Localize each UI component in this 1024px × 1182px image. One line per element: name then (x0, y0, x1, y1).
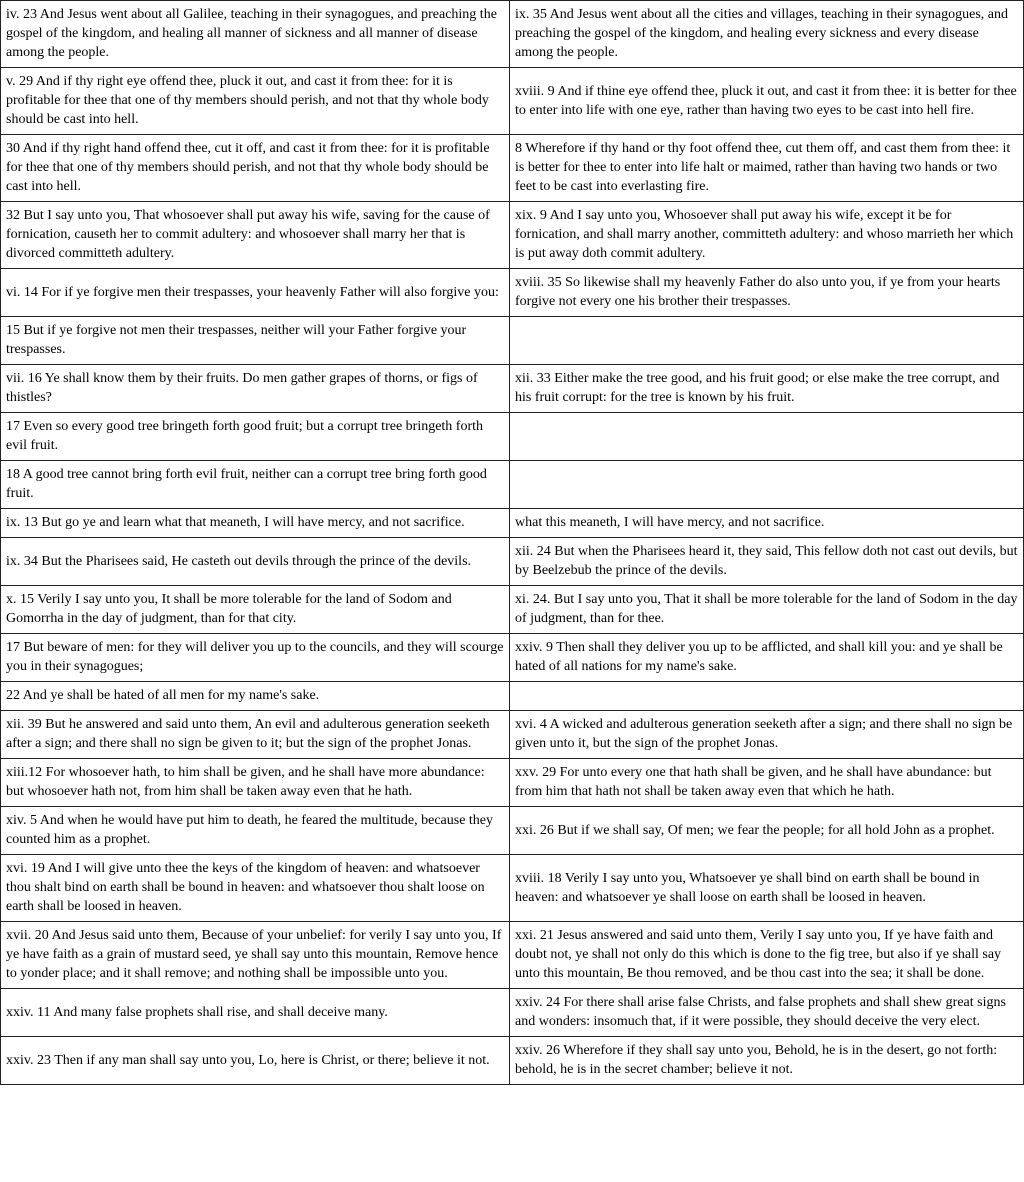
verse-cell-left: x. 15 Verily I say unto you, It shall be more tolerable for the land of Sodom and Gomorrha in the day of judgment, than for that city. (1, 586, 510, 634)
verse-cell-right (510, 413, 1024, 461)
table-row (1, 759, 1024, 807)
table-row (1, 202, 1024, 269)
verse-cell-right: xxi. 26 But if we shall say, Of men; we fear the people; for all hold John as a prophet. (510, 807, 1024, 855)
verse-cell-left: 30 And if thy right hand offend thee, cut it off, and cast it from thee: for it is profitable for thee that one of thy members should perish, and not that thy whole body should be cast into hell. (1, 135, 510, 202)
verse-cell-right: xviii. 35 So likewise shall my heavenly Father do also unto you, if ye from your hearts forgive not every one his brother their trespasses. (510, 269, 1024, 317)
table-row (1, 365, 1024, 413)
verse-cell-right: xviii. 9 And if thine eye offend thee, pluck it out, and cast it from thee: it is better for thee to enter into life with one eye, rather than having two eyes to be cast into hell fire. (510, 68, 1024, 135)
verse-cell-left: 32 But I say unto you, That whosoever shall put away his wife, saving for the cause of fornication, causeth her to commit adultery: and whosoever shall marry her that is divorced committeth adultery. (1, 202, 510, 269)
table-row (1, 538, 1024, 586)
verse-cell-right: what this meaneth, I will have mercy, and not sacrifice. (510, 509, 1024, 538)
verse-cell-right: xxiv. 26 Wherefore if they shall say unto you, Behold, he is in the desert, go not forth: behold, he is in the secret chamber; believe it not. (510, 1037, 1024, 1085)
verse-cell-right: xviii. 18 Verily I say unto you, Whatsoever ye shall bind on earth shall be bound in heaven: and whatsoever ye shall loose on earth shall be loosed in heaven. (510, 855, 1024, 922)
table-row (1, 807, 1024, 855)
table-row (1, 922, 1024, 989)
verse-cell-left: xxiv. 23 Then if any man shall say unto you, Lo, here is Christ, or there; believe it not. (1, 1037, 510, 1085)
verse-cell-left: 18 A good tree cannot bring forth evil fruit, neither can a corrupt tree bring forth good fruit. (1, 461, 510, 509)
verse-cell-left: xvii. 20 And Jesus said unto them, Because of your unbelief: for verily I say unto you, If ye have faith as a grain of mustard seed, ye shall say unto this mountain, Remove hence to yonder place; and it shall remove; and nothing shall be impossible unto you. (1, 922, 510, 989)
verse-cell-left: xvi. 19 And I will give unto thee the keys of the kingdom of heaven: and whatsoever thou shalt bind on earth shall be bound in heaven: and whatsoever thou shalt loose on earth shall be loosed in heaven. (1, 855, 510, 922)
verse-cell-left: iv. 23 And Jesus went about all Galilee, teaching in their synagogues, and preaching the gospel of the kingdom, and healing all manner of sickness and all manner of disease among the people. (1, 1, 510, 68)
verse-cell-right: xix. 9 And I say unto you, Whosoever shall put away his wife, except it be for fornication, and shall marry another, committeth adultery: and whoso marrieth her which is put away doth commit adultery. (510, 202, 1024, 269)
verse-cell-right: xvi. 4 A wicked and adulterous generation seeketh after a sign; and there shall no sign be given unto it, but the sign of the prophet Jonas. (510, 711, 1024, 759)
table-row (1, 317, 1024, 365)
verse-cell-right (510, 461, 1024, 509)
verse-cell-left: xxiv. 11 And many false prophets shall rise, and shall deceive many. (1, 989, 510, 1037)
verse-cell-right: xi. 24. But I say unto you, That it shall be more tolerable for the land of Sodom in the day of judgment, than for thee. (510, 586, 1024, 634)
verse-cell-left: 17 Even so every good tree bringeth forth good fruit; but a corrupt tree bringeth forth evil fruit. (1, 413, 510, 461)
table-row (1, 711, 1024, 759)
verse-cell-left: 22 And ye shall be hated of all men for my name's sake. (1, 682, 510, 711)
table-row (1, 269, 1024, 317)
verse-cell-left: vii. 16 Ye shall know them by their fruits. Do men gather grapes of thorns, or figs of thistles? (1, 365, 510, 413)
verse-cell-right: xxiv. 9 Then shall they deliver you up to be afflicted, and shall kill you: and ye shall be hated of all nations for my name's sake. (510, 634, 1024, 682)
verse-cell-left: xii. 39 But he answered and said unto them, An evil and adulterous generation seeketh after a sign; and there shall no sign be given to it; but the sign of the prophet Jonas. (1, 711, 510, 759)
table-row (1, 1, 1024, 68)
table-row (1, 68, 1024, 135)
table-row (1, 461, 1024, 509)
verse-cell-right (510, 682, 1024, 711)
verse-cell-right: xii. 24 But when the Pharisees heard it, they said, This fellow doth not cast out devils, but by Beelzebub the prince of the devils. (510, 538, 1024, 586)
verse-cell-right: 8 Wherefore if thy hand or thy foot offend thee, cut them off, and cast them from thee: it is better for thee to enter into life halt or maimed, rather than having two hands or two feet to be cast into everlasting fire. (510, 135, 1024, 202)
verse-cell-right: ix. 35 And Jesus went about all the cities and villages, teaching in their synagogues, and preaching the gospel of the kingdom, and healing every sickness and every disease among the people. (510, 1, 1024, 68)
verse-cell-left: xiii.12 For whosoever hath, to him shall be given, and he shall have more abundance: but whosoever hath not, from him shall be taken away even that he hath. (1, 759, 510, 807)
verse-cell-left: vi. 14 For if ye forgive men their trespasses, your heavenly Father will also forgive you: (1, 269, 510, 317)
verse-cell-left: ix. 34 But the Pharisees said, He casteth out devils through the prince of the devils. (1, 538, 510, 586)
verse-cell-right: xxi. 21 Jesus answered and said unto them, Verily I say unto you, If ye have faith and doubt not, ye shall not only do this which is done to the fig tree, but also if ye shall say unto this mountain, Be thou removed, and be thou cast into the sea; it shall be done. (510, 922, 1024, 989)
table-row (1, 682, 1024, 711)
table-row (1, 989, 1024, 1037)
verse-cell-right: xxiv. 24 For there shall arise false Christs, and false prophets and shall shew great signs and wonders: insomuch that, if it were possible, they should deceive the very elect. (510, 989, 1024, 1037)
table-row (1, 509, 1024, 538)
table-row (1, 135, 1024, 202)
table-row (1, 634, 1024, 682)
verse-cell-left: xiv. 5 And when he would have put him to death, he feared the multitude, because they counted him as a prophet. (1, 807, 510, 855)
verse-cell-right: xii. 33 Either make the tree good, and his fruit good; or else make the tree corrupt, and his fruit corrupt: for the tree is known by his fruit. (510, 365, 1024, 413)
verse-cell-left: 15 But if ye forgive not men their trespasses, neither will your Father forgive your trespasses. (1, 317, 510, 365)
verse-cell-left: v. 29 And if thy right eye offend thee, pluck it out, and cast it from thee: for it is profitable for thee that one of thy members should perish, and not that thy whole body should be cast into hell. (1, 68, 510, 135)
table-row (1, 586, 1024, 634)
table-row (1, 413, 1024, 461)
verse-cell-left: 17 But beware of men: for they will deliver you up to the councils, and they will scourge you in their synagogues; (1, 634, 510, 682)
table-row (1, 855, 1024, 922)
table-row (1, 1037, 1024, 1085)
verse-cell-left: ix. 13 But go ye and learn what that meaneth, I will have mercy, and not sacrifice. (1, 509, 510, 538)
verse-cell-right (510, 317, 1024, 365)
verse-cell-right: xxv. 29 For unto every one that hath shall be given, and he shall have abundance: but from him that hath not shall be taken away even that which he hath. (510, 759, 1024, 807)
